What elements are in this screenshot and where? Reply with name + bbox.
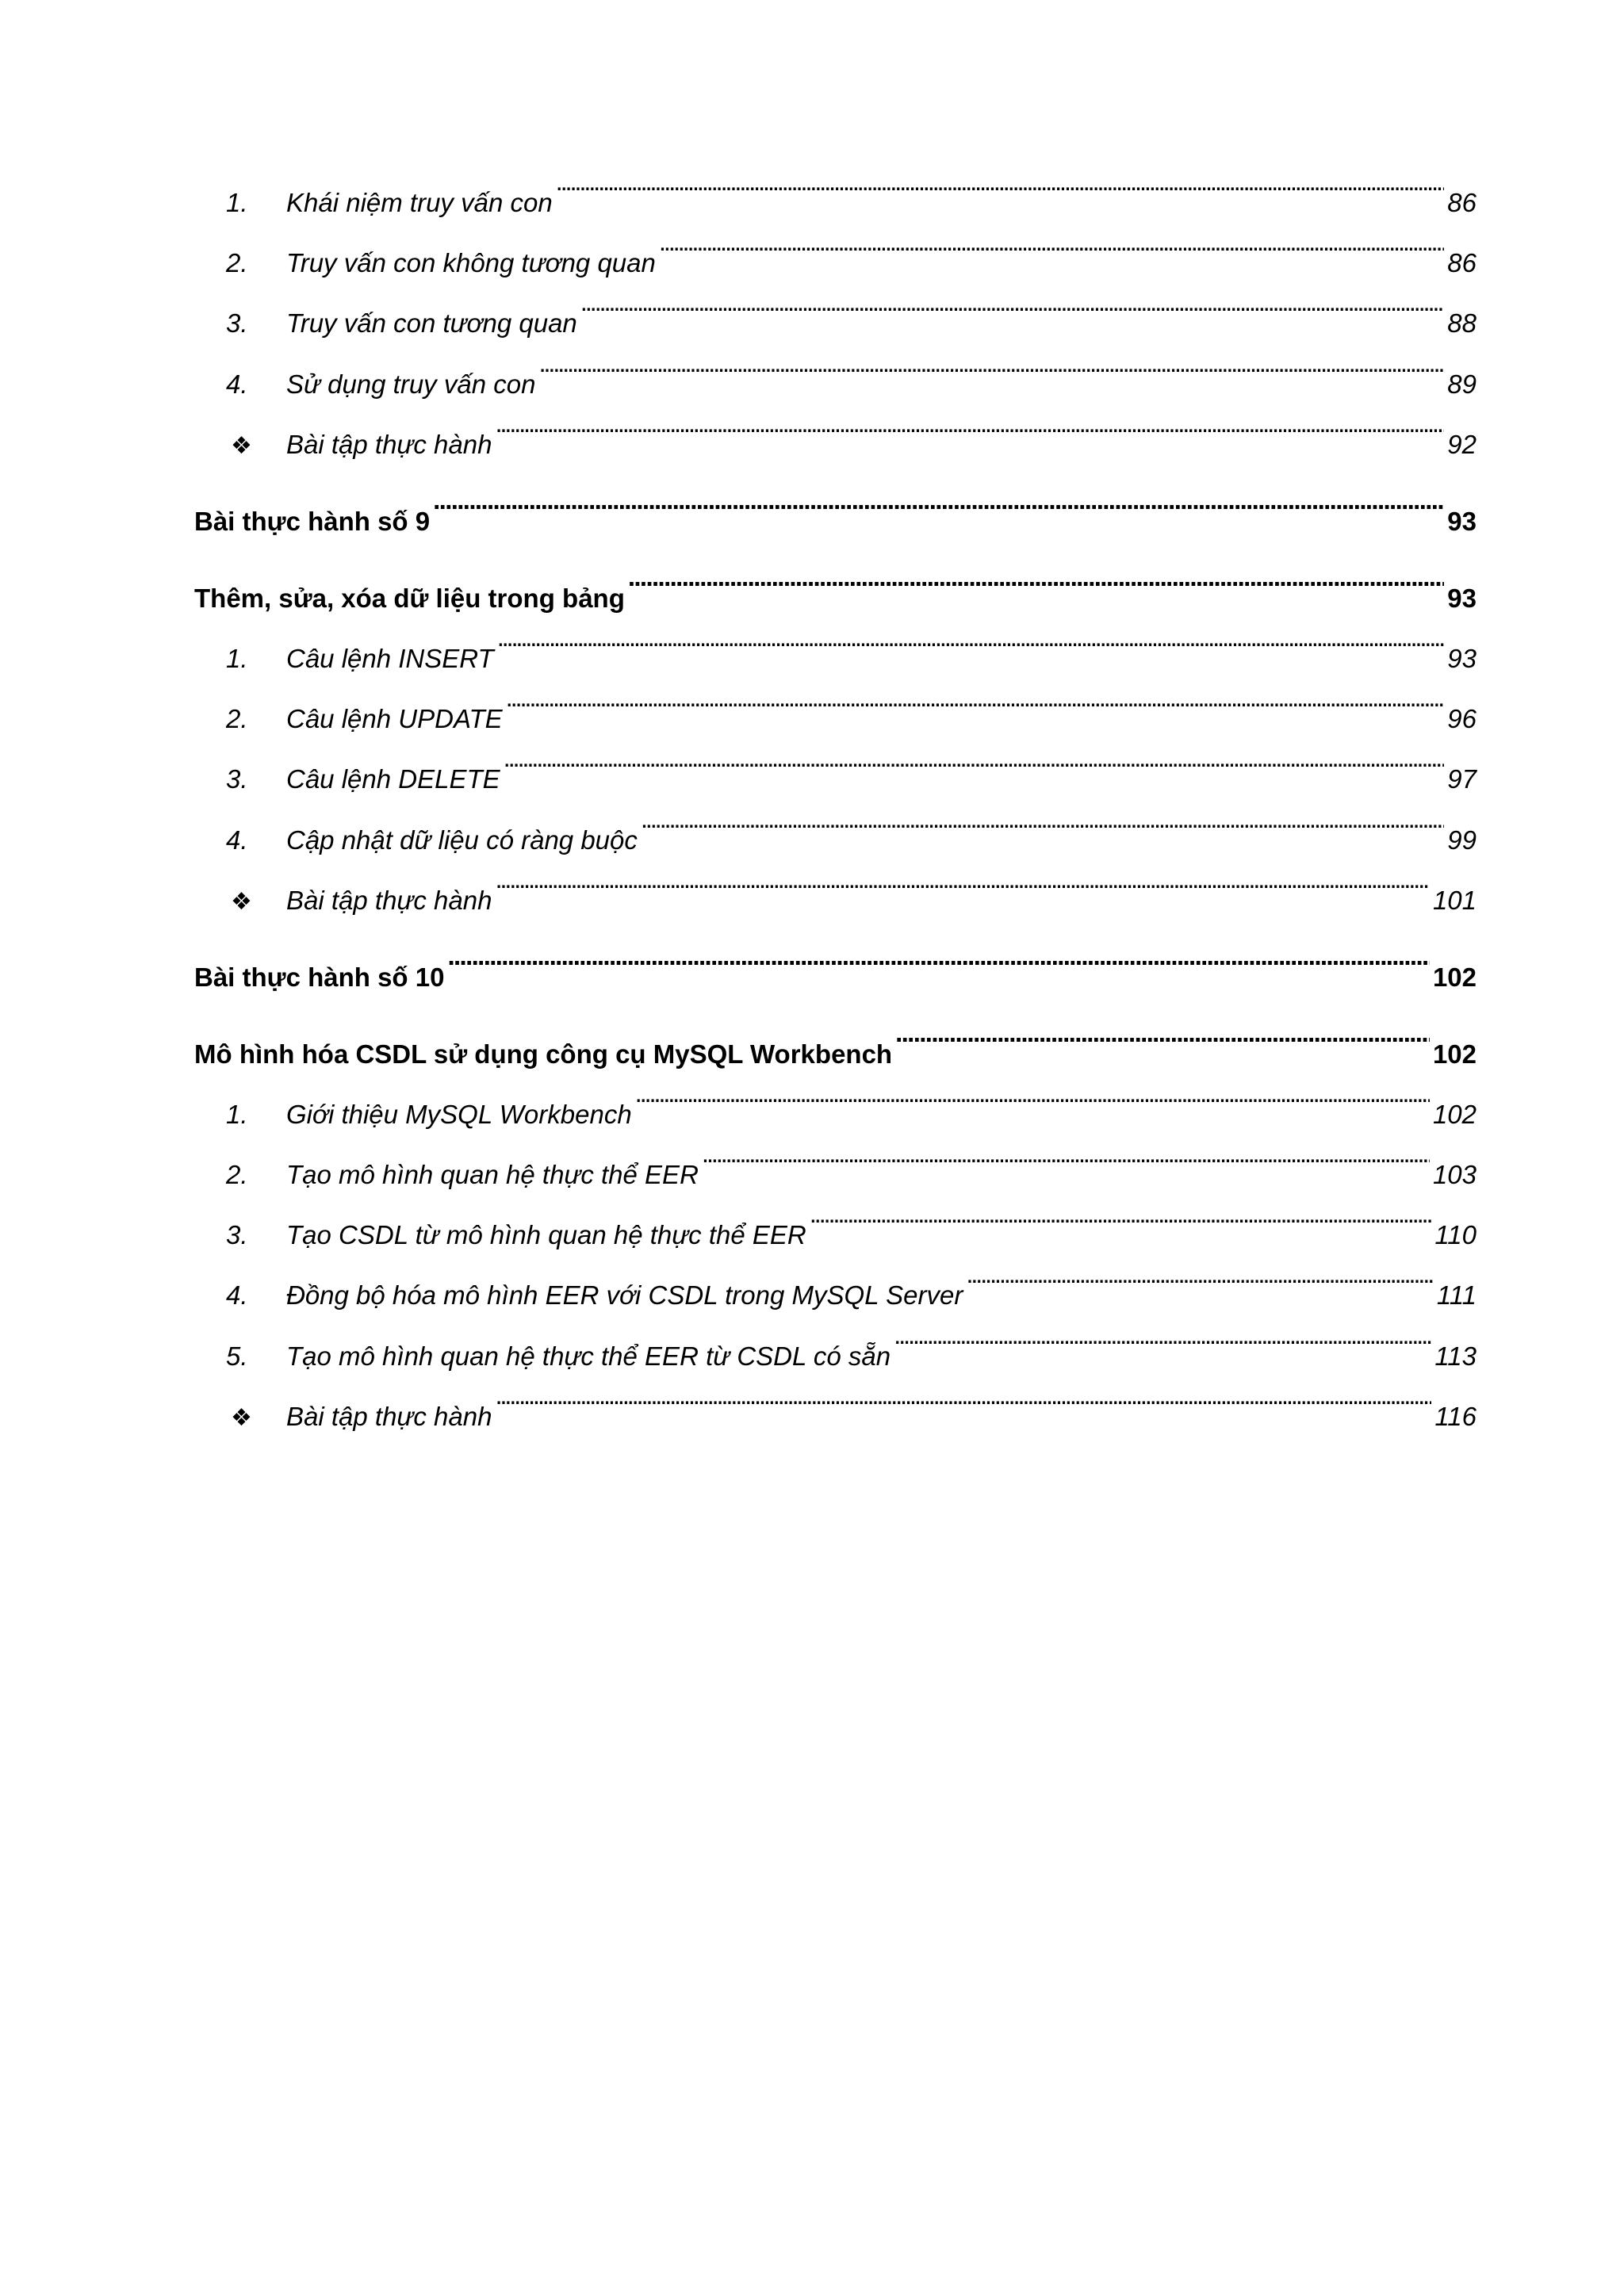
toc-entry-title: Câu lệnh INSERT (286, 643, 494, 673)
dot-leader (495, 427, 1444, 453)
toc-entry-number: 5. (226, 1341, 248, 1371)
toc-entry[interactable] (194, 1265, 1477, 1326)
toc-entry-title: Bài tập thực hành (286, 885, 492, 915)
toc-chapter-title: Thêm, sửa, xóa dữ liệu trong bảng (194, 583, 625, 613)
toc-entry[interactable] (194, 871, 1477, 931)
dot-leader (628, 581, 1444, 607)
toc-entry[interactable] (194, 415, 1477, 475)
toc-entry-page: 113 (1434, 1341, 1477, 1371)
toc-entry[interactable] (194, 749, 1477, 809)
toc-entry-page: 86 (1447, 188, 1477, 217)
toc-entry[interactable] (194, 689, 1477, 749)
dot-leader (702, 1158, 1430, 1184)
toc-entry[interactable] (194, 1326, 1477, 1387)
dot-leader (635, 1097, 1430, 1123)
toc-entry-title: Câu lệnh DELETE (286, 764, 500, 794)
diamond-bullet-icon: ❖ (231, 432, 252, 459)
dot-leader (556, 186, 1445, 212)
toc-chapter-entry[interactable] (194, 552, 1477, 629)
dot-leader (895, 1037, 1430, 1063)
dot-leader (580, 306, 1444, 332)
toc-entry-page: 111 (1436, 1280, 1477, 1311)
diamond-bullet-icon: ❖ (231, 888, 252, 915)
dot-leader (495, 1399, 1431, 1425)
toc-entry-number: 3. (226, 308, 248, 339)
dot-leader (894, 1339, 1431, 1365)
dot-leader (504, 762, 1445, 788)
toc-entry[interactable] (194, 1085, 1477, 1145)
toc-entry-title: Tạo mô hình quan hệ thực thể EER từ CSDL có sẵn (286, 1341, 891, 1371)
toc-entry[interactable] (194, 810, 1477, 871)
dot-leader (497, 641, 1445, 668)
toc-entry-number: 1. (226, 643, 248, 673)
toc-entry-title: Giới thiệu MySQL Workbench (286, 1099, 632, 1129)
toc-entry-page: 96 (1447, 704, 1477, 734)
dot-leader (810, 1218, 1432, 1244)
toc-entry[interactable] (194, 354, 1477, 415)
toc-chapter-title: Bài thực hành số 9 (194, 506, 431, 536)
toc-entry-page: 101 (1432, 885, 1477, 915)
toc-entry-number: 4. (226, 1280, 248, 1311)
toc-chapter-page: 93 (1447, 583, 1477, 613)
toc-entry-number: 4. (226, 825, 248, 855)
toc-entry-page: 88 (1447, 308, 1477, 339)
dot-leader (966, 1278, 1434, 1304)
toc-entry-page: 97 (1447, 764, 1477, 794)
toc-entry[interactable] (194, 629, 1477, 689)
toc-entry-page: 102 (1432, 1099, 1477, 1129)
toc-entry[interactable] (194, 173, 1477, 233)
toc-entry-number: 4. (226, 369, 248, 399)
dot-leader (641, 823, 1444, 849)
toc-entry-page: 86 (1447, 248, 1477, 278)
toc-entry-title: Khái niệm truy vấn con (286, 188, 553, 217)
toc-entry-page: 103 (1432, 1160, 1477, 1190)
toc-entry[interactable] (194, 1387, 1477, 1447)
table-of-contents (194, 173, 1477, 1447)
toc-chapter-page: 102 (1432, 1039, 1477, 1069)
toc-entry-number: 3. (226, 764, 248, 794)
toc-entry-title: Truy vấn con không tương quan (286, 248, 656, 278)
toc-chapter-title: Bài thực hành số 10 (194, 962, 445, 992)
toc-entry-title: Sử dụng truy vấn con (286, 369, 536, 399)
toc-entry[interactable] (194, 1205, 1477, 1265)
toc-entry[interactable] (194, 293, 1477, 354)
dot-leader (538, 367, 1444, 393)
toc-entry-title: Cập nhật dữ liệu có ràng buộc (286, 825, 638, 855)
toc-chapter-entry[interactable] (194, 1008, 1477, 1085)
toc-entry-title: Câu lệnh UPDATE (286, 704, 503, 734)
dot-leader (433, 504, 1444, 530)
toc-entry-page: 89 (1447, 369, 1477, 399)
toc-entry-title: Bài tập thực hành (286, 1401, 492, 1431)
toc-entry-page: 99 (1447, 825, 1477, 855)
toc-chapter-page: 93 (1447, 506, 1477, 536)
toc-chapter-page: 102 (1432, 962, 1477, 992)
toc-entry-number: 2. (226, 1160, 248, 1190)
toc-entry-number: 2. (226, 248, 248, 278)
toc-entry-title: Truy vấn con tương quan (286, 308, 577, 339)
toc-chapter-entry[interactable] (194, 475, 1477, 552)
dot-leader (447, 960, 1429, 986)
toc-chapter-entry[interactable] (194, 931, 1477, 1008)
toc-entry-number: 1. (226, 1099, 248, 1129)
diamond-bullet-icon: ❖ (231, 1404, 252, 1431)
toc-entry-number: 2. (226, 704, 248, 734)
dot-leader (659, 246, 1444, 272)
toc-entry-page: 110 (1434, 1220, 1477, 1250)
toc-entry[interactable] (194, 233, 1477, 293)
toc-entry[interactable] (194, 1145, 1477, 1205)
toc-entry-title: Tạo CSDL từ mô hình quan hệ thực thể EER (286, 1220, 806, 1250)
toc-entry-title: Đồng bộ hóa mô hình EER với CSDL trong MySQL Server (286, 1280, 963, 1311)
toc-entry-page: 93 (1447, 643, 1477, 673)
toc-entry-page: 92 (1447, 429, 1477, 459)
toc-entry-number: 1. (226, 188, 248, 217)
toc-entry-title: Tạo mô hình quan hệ thực thể EER (286, 1160, 699, 1190)
dot-leader (506, 702, 1445, 728)
toc-entry-title: Bài tập thực hành (286, 429, 492, 459)
dot-leader (495, 883, 1430, 909)
toc-entry-number: 3. (226, 1220, 248, 1250)
toc-entry-page: 116 (1434, 1401, 1477, 1431)
toc-chapter-title: Mô hình hóa CSDL sử dụng công cụ MySQL Workbench (194, 1039, 893, 1069)
